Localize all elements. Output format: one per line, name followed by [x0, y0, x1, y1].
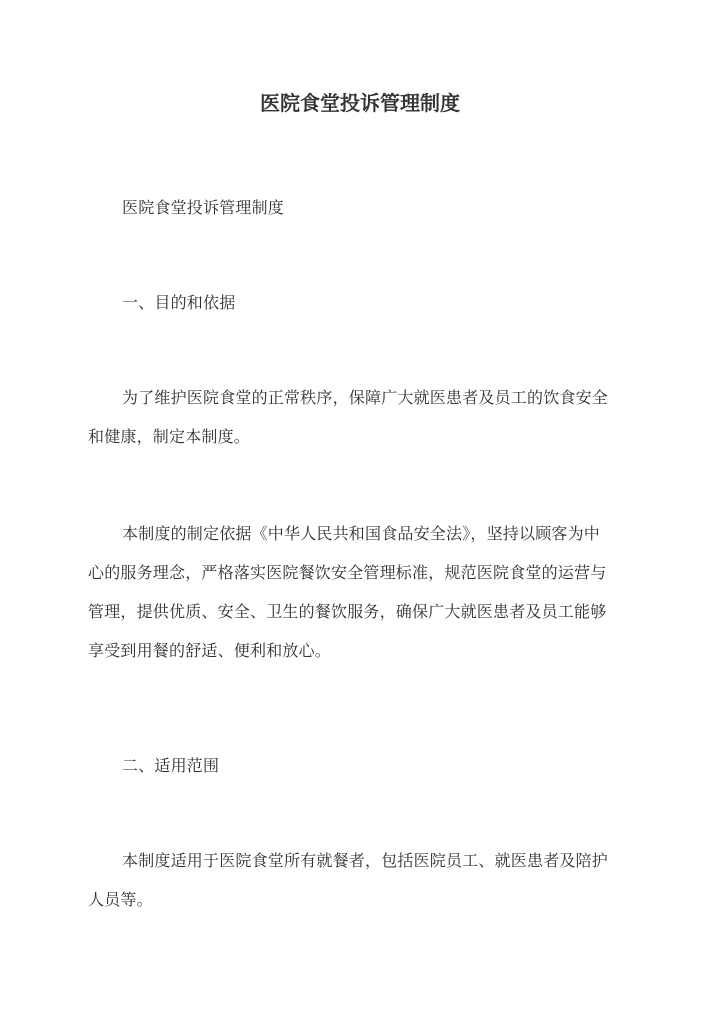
paragraph-line: 和健康，制定本制度。: [88, 427, 251, 446]
paragraph-line: 享受到用餐的舒适、便利和放心。: [88, 641, 332, 660]
paragraph-purpose: [88, 378, 632, 456]
paragraph-line: 本制度的制定依据《中华人民共和国食品安全法》，坚持以顾客为中: [122, 524, 601, 543]
paragraph-line: 人员等。: [88, 890, 153, 909]
paragraph-scope: [88, 841, 632, 919]
section2-heading-text: 二、适用范围: [122, 756, 220, 775]
section2-heading: [88, 746, 632, 785]
document-subtitle: [88, 188, 632, 227]
document-title: 医院食堂投诉管理制度: [260, 91, 460, 115]
section1-heading-text: 一、目的和依据: [122, 293, 236, 312]
paragraph-basis: [88, 514, 632, 670]
paragraph-line: 本制度适用于医院食堂所有就餐者，包括医院员工、就医患者及陪护: [122, 851, 609, 870]
paragraph-line: 心的服务理念，严格落实医院餐饮安全管理标准，规范医院食堂的运营与: [88, 563, 607, 582]
paragraph-line: 为了维护医院食堂的正常秩序，保障广大就医患者及员工的饮食安全: [122, 388, 609, 407]
paragraph-line: 管理，提供优质、安全、卫生的餐饮服务，确保广大就医患者及员工能够: [88, 602, 607, 621]
subtitle-text: 医院食堂投诉管理制度: [122, 198, 285, 217]
section1-heading: [88, 283, 632, 322]
